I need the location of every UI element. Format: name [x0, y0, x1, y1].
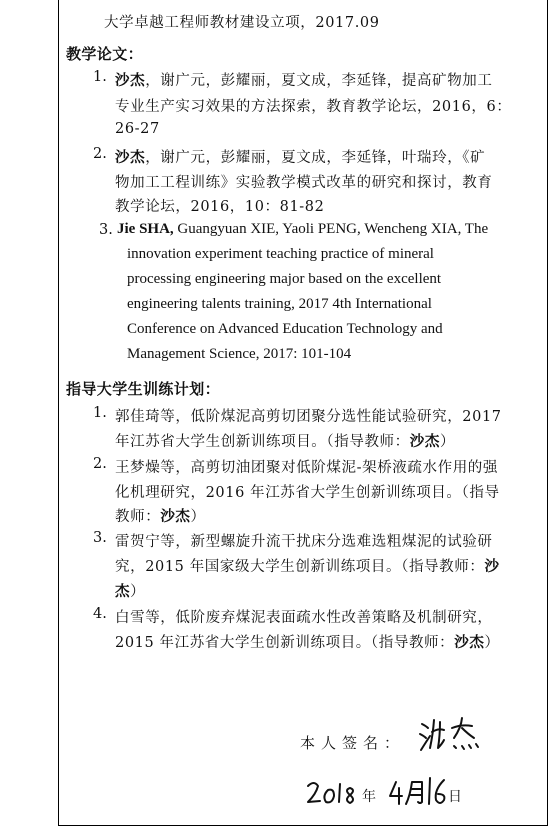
papers-heading: 教学论文：	[66, 45, 144, 63]
training-2-line-2: 化机理研究，2016 年江苏省大学生创新训练项目。（指导	[115, 485, 500, 501]
training-4-number: 4.	[93, 606, 107, 622]
training-2-number: 2.	[93, 456, 107, 472]
paper-1-line-3: 26-27	[115, 121, 160, 137]
project-line: 大学卓越工程师教材建设立项，2017.09	[104, 15, 380, 31]
paper-1-number: 1.	[93, 69, 107, 85]
svg-text:年: 年	[362, 789, 376, 805]
signature-label: 本人签名：	[300, 734, 406, 752]
paper-1-line-1: 沙杰，谢广元，彭耀丽，夏文成，李延锋，提高矿物加工	[115, 72, 493, 89]
training-3-number: 3.	[93, 530, 107, 546]
svg-text:日: 日	[448, 789, 462, 805]
handwritten-signature	[418, 714, 482, 758]
paper-2-number: 2.	[93, 146, 107, 162]
handwritten-date	[306, 772, 476, 812]
training-4-line-2: 2015 年江苏省大学生创新训练项目。（指导教师：沙杰）	[115, 634, 500, 651]
training-3-line-1: 雷贺宁等，新型螺旋升流干扰床分选难选粗煤泥的试验研	[115, 534, 493, 550]
paper-3-line-6: Management Science, 2017: 101-104	[127, 346, 352, 362]
paper-3-line-3: processing engineering major based on the excellent	[127, 271, 442, 287]
paper-2-line-1: 沙杰，谢广元，彭耀丽，夏文成，李延锋，叶瑞玲，《矿	[115, 149, 486, 166]
paper-1-line-2: 专业生产实习效果的方法探索，教育教学论坛，2016，6：	[115, 99, 512, 115]
paper-2-line-2: 物加工工程训练》实验教学模式改革的研究和探讨，教育	[115, 175, 493, 191]
training-1-line-2: 年江苏省大学生创新训练项目。（指导教师：沙杰）	[115, 433, 456, 450]
training-2-line-3: 教师：沙杰）	[115, 508, 206, 525]
paper-3-line-1: Jie SHA, Guangyuan XIE, Yaoli PENG, Wencheng XIA, The	[117, 221, 489, 237]
training-2-line-1: 王梦燥等，高剪切油团聚对低阶煤泥-架桥液疏水作用的强	[115, 460, 498, 476]
training-3-line-3: 杰）	[115, 583, 146, 600]
training-4-line-1: 白雪等，低阶废弃煤泥表面疏水性改善策略及机制研究，	[115, 610, 493, 626]
training-1-line-1: 郭佳琦等，低阶煤泥高剪切团聚分选性能试验研究，2017	[115, 409, 502, 425]
paper-3-line-4: engineering talents training, 2017 4th International	[127, 296, 432, 312]
paper-3-line-2: innovation experiment teaching practice of mineral	[127, 246, 434, 262]
training-1-number: 1.	[93, 405, 107, 421]
paper-3-number: 3.	[99, 222, 113, 238]
paper-3-line-5: Conference on Advanced Education Technology and	[127, 321, 443, 337]
training-3-line-2: 究，2015 年国家级大学生创新训练项目。（指导教师：沙	[115, 558, 500, 575]
paper-2-line-3: 教学论坛，2016，10：81-82	[115, 199, 325, 215]
training-heading: 指导大学生训练计划：	[66, 380, 221, 398]
